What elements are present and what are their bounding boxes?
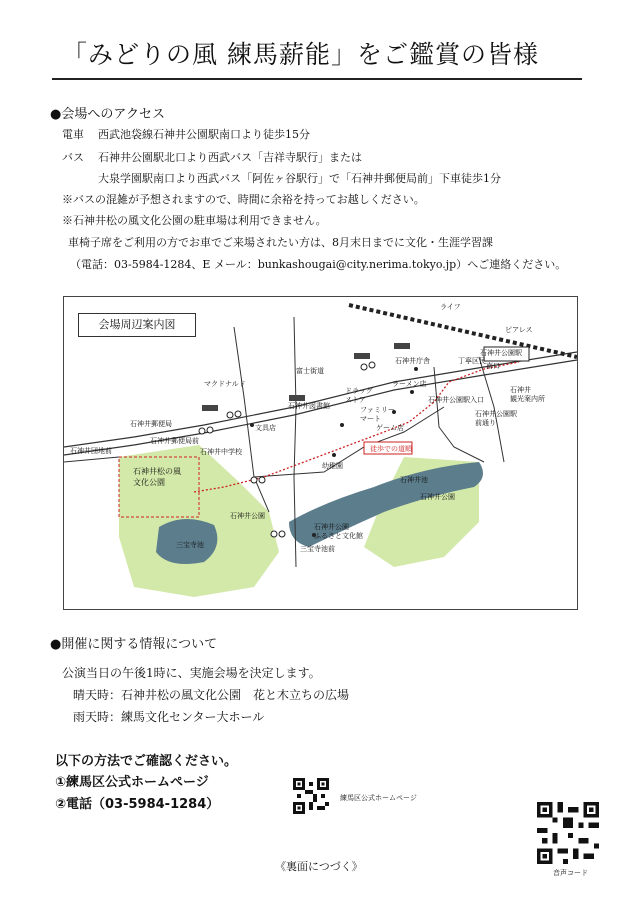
map-label-odori: 丁寧区民 xyxy=(458,357,486,365)
voice-code[interactable] xyxy=(537,802,599,864)
map-label-gyotoku: 石神井庁舎 xyxy=(395,357,430,365)
map-label-post-office-front: 石神井郵便局前 xyxy=(150,437,199,445)
map-label-ramen: ラーメン店 xyxy=(392,380,427,388)
map-label-walk-route: 徒歩での道順 xyxy=(370,445,412,453)
map-label-library: 石神井図書館 xyxy=(288,402,330,410)
access-heading: ●会場へのアクセス xyxy=(50,107,165,122)
map-label-junior-high: 石神井中学校 xyxy=(200,448,242,456)
map-label-bunko: 文具店 xyxy=(255,424,276,432)
confirm-intro: 以下の方法でご確認ください。 xyxy=(55,754,238,769)
train-label: 電車 xyxy=(62,128,84,141)
wheelchair-note-2: （電話：03-5984-1284、E メール：bunkashougai@city.nerima.tokyo.jp）へご連絡ください。 xyxy=(70,258,567,271)
bus-line xyxy=(62,151,362,165)
continued-footer: 《裏面につづく》 xyxy=(275,860,363,873)
map-label-gameshop: ゲーム店 xyxy=(376,424,404,432)
fine-weather-line xyxy=(73,686,349,704)
title-underline xyxy=(52,78,582,80)
bus-note: ※バスの混雑が予想されますので、時間に余裕を持ってお越しください。 xyxy=(62,193,425,206)
map-label-park-2: 石神井公園 xyxy=(420,493,455,501)
map-label-life: ライフ xyxy=(440,303,461,311)
rain-weather-line xyxy=(73,708,264,726)
map-label-park-1: 石神井公園 xyxy=(230,512,265,520)
map-label-matsunokaze: 石神井松の風 文化公園 xyxy=(133,467,181,487)
map-label-south-exit: 南口 xyxy=(486,362,500,370)
qr-label-homepage: 練馬区公式ホームページ xyxy=(340,794,417,802)
map-label-pond: 石神井池 xyxy=(400,476,428,484)
bus-text-2: 大泉学園駅南口より西武バス「阿佐ヶ谷駅行」で「石神井郵便局前」下車徒歩1分 xyxy=(98,172,501,185)
map-title: 会場周辺案内図 xyxy=(78,313,196,337)
homepage-qr-code[interactable] xyxy=(293,778,329,814)
train-text: 西武池袋線石神井公園駅南口より徒歩15分 xyxy=(98,128,310,141)
map-label-familymart: ファミリー マート xyxy=(360,406,395,423)
area-map xyxy=(63,296,578,610)
page-title: 「みどりの風 練馬薪能」をご鑑賞の皆様 xyxy=(62,40,539,69)
event-heading: ●開催に関する情報について xyxy=(50,637,218,652)
map-label-shakujii-danchi: 石神井団地前 xyxy=(70,447,112,455)
map-label-sanpo-pond: 三宝寺池 xyxy=(176,541,204,549)
map-label-post-office: 石神井郵便局 xyxy=(130,420,172,428)
map-label-youchien: 幼稚園 xyxy=(322,462,343,470)
fine-label: 晴天時： xyxy=(73,688,122,702)
train-line xyxy=(62,128,310,142)
map-label-drugstore: ドラッグ ストア xyxy=(345,387,373,404)
map-drawing xyxy=(64,297,577,609)
voice-code-label: 音声コード xyxy=(553,869,588,877)
confirm-method-homepage: ①練馬区公式ホームページ xyxy=(55,775,209,790)
confirm-method-phone: ②電話（03-5984-1284） xyxy=(55,797,220,812)
bus-text-1: 石神井公園駅北口より西武バス「吉祥寺駅行」または xyxy=(98,151,362,164)
fine-venue: 石神井松の風文化公園 花と木立ちの広場 xyxy=(121,688,350,702)
map-label-station-entrance: 石神井公園駅入口 xyxy=(428,396,484,404)
map-label-mcdonalds: マクドナルド xyxy=(204,380,246,388)
map-label-furusato: 石神井公園 ふるさと文化館 xyxy=(314,523,363,540)
map-label-fujimi: 富士街道 xyxy=(296,367,324,375)
bus-label: バス xyxy=(62,151,84,164)
rain-venue: 練馬文化センター大ホール xyxy=(121,710,265,724)
decision-text: 公演当日の午後1時に、実施会場を決定します。 xyxy=(62,666,321,680)
seibu-railway xyxy=(349,305,577,357)
map-label-tetsudo: 石神井公園駅 前通り xyxy=(475,410,517,427)
rain-label: 雨天時： xyxy=(73,710,122,724)
parking-note: ※石神井松の風文化公園の駐車場は利用できません。 xyxy=(62,214,327,227)
map-label-peaz: ピアレス xyxy=(505,326,533,334)
wheelchair-note-1: 車椅子席をご利用の方でお車でご来場されたい方は、8月末日までに文化・生涯学習課 xyxy=(68,236,493,249)
map-label-station: 石神井公園駅 xyxy=(480,349,522,357)
map-label-sanpoji: 三宝寺池前 xyxy=(300,545,335,553)
map-label-tourist: 石神井 観光案内所 xyxy=(510,386,545,403)
